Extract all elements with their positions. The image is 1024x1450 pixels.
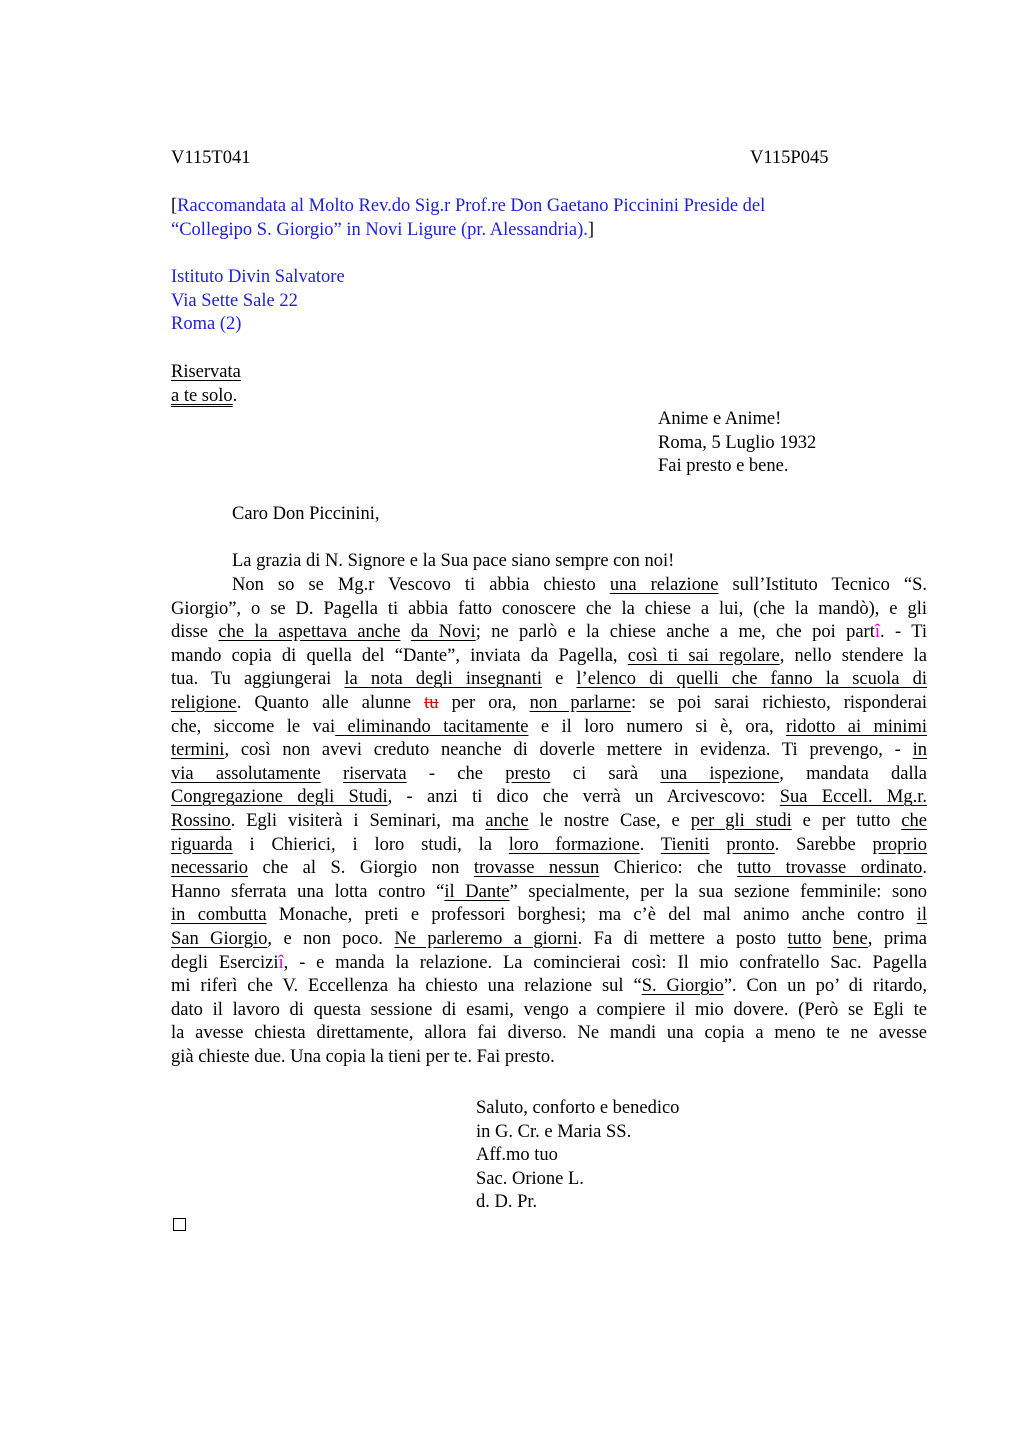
motto-line: Anime e Anime! — [658, 409, 782, 429]
header-right-code: V115P045 — [750, 148, 829, 168]
header-left-code: V115T041 — [171, 148, 251, 168]
confidential-note: Riservata a te solo. — [171, 362, 241, 406]
confidential-line-1: Riservata — [171, 362, 241, 382]
salutation: Caro Don Piccinini, — [232, 504, 380, 524]
body-line: disse che la aspettava anche da Novi; ne parlò e la chiese anche a me, che poi partî. - Ti — [171, 622, 928, 643]
body-line: Congregazione degli Studi, - anzi ti dico che verrà un Arcivescovo: Sua Eccell. Mg.r. — [171, 787, 927, 808]
body-line: Hanno sferrata una lotta contro “il Dante” specialmente, per la sua sezione femminile: sono — [171, 881, 927, 902]
confidential-line-2: a te solo — [171, 385, 233, 406]
close-bracket: ] — [587, 219, 595, 240]
closing-line: d. D. Pr. — [476, 1192, 538, 1212]
closing-line: Saluto, conforto e benedico — [476, 1098, 680, 1118]
address-block — [171, 195, 765, 242]
motto-block — [658, 408, 816, 479]
body-line: religione. Quanto alle alunne tu per ora, non parlarne: se poi sarai richiesto, risponderai — [171, 692, 927, 713]
body-line: via assolutamente riservata - che presto ci sarà una ispezione, mandata dalla — [171, 763, 927, 784]
closing-block — [476, 1097, 679, 1215]
body-line: necessario che al S. Giorgio non trovasse nessun Chierico: che tutto trovasse ordinato. — [171, 858, 928, 879]
body-line: riguarda i Chierici, i loro studi, la loro formazione. Tieniti pronto. Sarebbe proprio — [171, 834, 927, 855]
body-line: San Giorgio, e non poco. Ne parleremo a giorni. Fa di mettere a posto tutto bene, prima — [171, 928, 927, 949]
body-line: La grazia di N. Signore e la Sua pace siano sempre con noi! — [232, 551, 675, 571]
end-marker-box — [173, 1218, 186, 1231]
signature: Sac. Orione L. — [476, 1168, 584, 1189]
address-line-2: “Collegipo S. Giorgio” in Novi Ligure (pr. Alessandria). — [171, 219, 588, 240]
body-line: mi riferì che V. Eccellenza ha chiesto una relazione sul “S. Giorgio”. Con un po’ di ritardo, — [171, 976, 927, 997]
body-line: Rossino. Egli visiterà i Seminari, ma anche le nostre Case, e per gli studi e per tutto che — [171, 810, 927, 831]
body-line: termini, così non avevi creduto neanche di doverle mettere in evidenza. Ti prevengo, - in — [171, 740, 927, 761]
body-line: in combutta Monache, preti e professori borghesi; ma c’è del mal animo anche contro il — [171, 905, 928, 926]
letter-body — [171, 574, 927, 1069]
closing-line: Aff.mo tuo — [476, 1145, 558, 1165]
body-line: Non so se Mg.r Vescovo ti abbia chiesto una relazione sull’Istituto Tecnico “S. — [232, 575, 928, 595]
sender-line: Roma (2) — [171, 314, 242, 334]
address-line-1: Raccomandata al Molto Rev.do Sig.r Prof.re Don Gaetano Piccinini Preside del — [177, 196, 766, 216]
sender-block — [171, 266, 345, 337]
body-line: tua. Tu aggiungerai la nota degli insegnanti e l’elenco di quelli che fanno la scuola di — [171, 669, 927, 690]
closing-line: in G. Cr. e Maria SS. — [476, 1121, 632, 1142]
date-line: Roma, 5 Luglio 1932 — [658, 432, 817, 453]
sender-line: Istituto Divin Salvatore — [171, 267, 345, 287]
body-line: degli Eserciziî, - e manda la relazione. La comincierai così: Il mio confratello Sac. Pagella — [171, 952, 927, 973]
open-bracket: [ — [171, 196, 178, 216]
body-line: dato il lavoro di questa sessione di esami, vengo a compiere il mio dovere. (Però se Egli te — [171, 999, 927, 1020]
motto-line: Fai presto e bene. — [658, 456, 789, 476]
body-line: già chieste due. Una copia la tieni per te. Fai presto. — [171, 1046, 555, 1067]
body-line: Giorgio”, o se D. Pagella ti abbia fatto conoscere che la chiese a lui, (che la mandò), e gli — [171, 598, 927, 619]
body-line: mando copia di quella del “Dante”, inviata da Pagella, così ti sai regolare, nello stendere la — [171, 645, 927, 666]
body-line: che, siccome le vai eliminando tacitamente e il loro numero si è, ora, ridotto ai minimi — [171, 716, 927, 737]
sender-line: Via Sette Sale 22 — [171, 290, 298, 311]
struck-word: tu — [424, 692, 439, 713]
body-line: la avesse chiesta direttamente, allora fai diverso. Ne mandi una copia a meno te ne avesse — [171, 1023, 927, 1044]
